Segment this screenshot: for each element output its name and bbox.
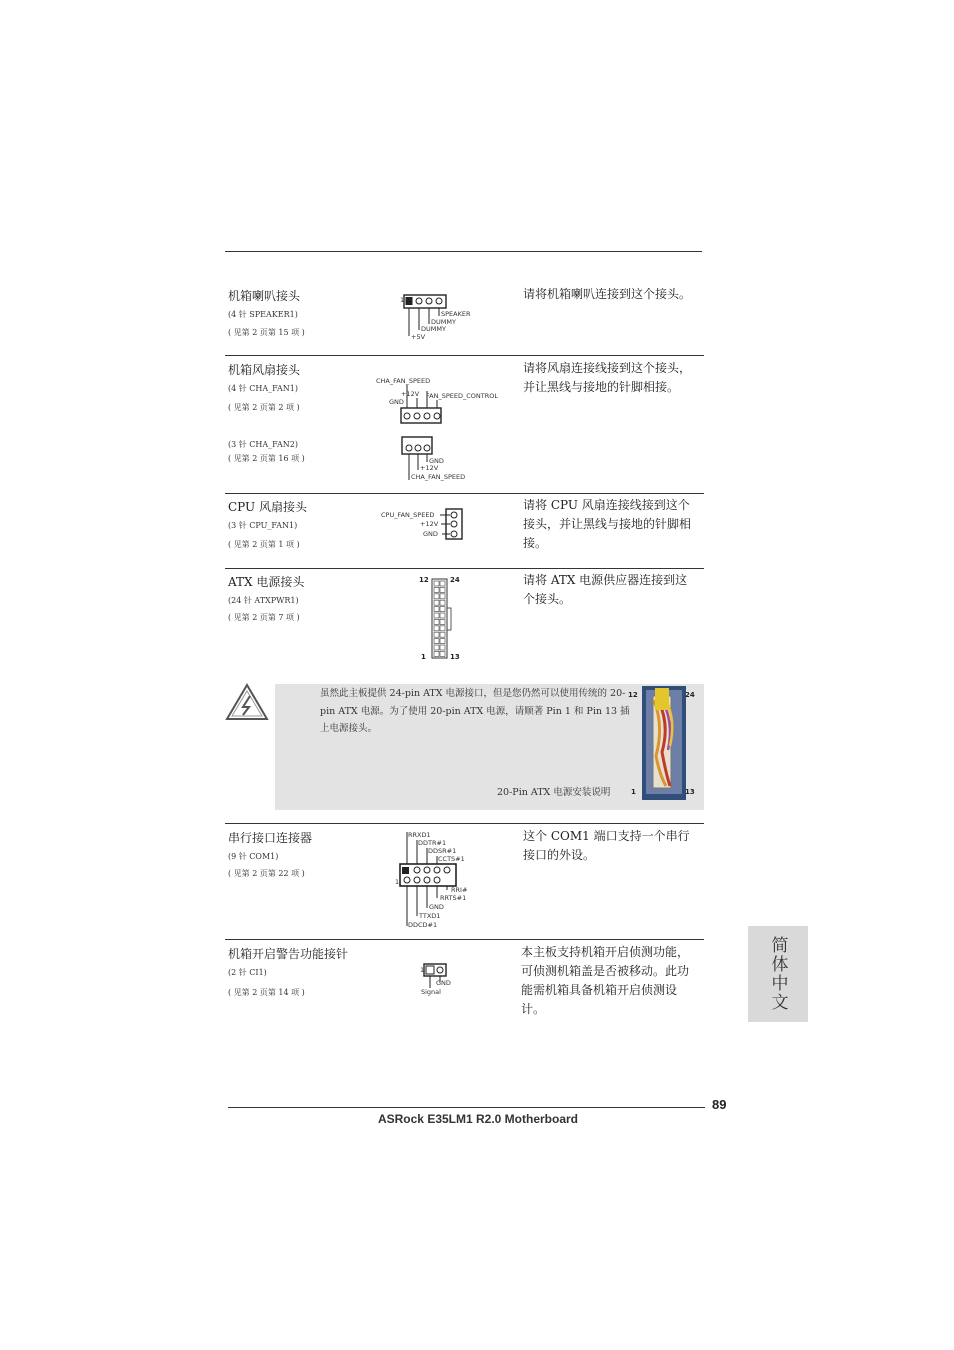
serial-title: 串行接口连接器 bbox=[228, 831, 313, 845]
serial-ref: ( 见第 2 页第 22 项 ) bbox=[228, 869, 305, 878]
page-number: 89 bbox=[712, 1097, 727, 1112]
cpu-fan-diagram bbox=[378, 505, 470, 543]
header-rule bbox=[225, 251, 702, 252]
cpu-fan-label-gnd: GND bbox=[423, 530, 438, 538]
cpu-fan-ref: ( 见第 2 页第 1 项 ) bbox=[228, 540, 300, 549]
atx-pin-cell bbox=[434, 581, 439, 586]
ci-label-gnd: GND bbox=[436, 979, 451, 987]
speaker-header-diagram bbox=[398, 290, 478, 342]
serial-desc: 这个 COM1 端口支持一个串行接口的外设。 bbox=[523, 829, 690, 862]
rule-4 bbox=[225, 823, 704, 824]
com-label-rri: RRI# bbox=[451, 886, 468, 894]
warning-icon bbox=[224, 682, 270, 722]
footer-brand: ASRock E35LM1 R2.0 Motherboard bbox=[377, 1112, 579, 1126]
cpu-fan-title: CPU 风扇接头 bbox=[228, 500, 307, 514]
atx-pin-cell bbox=[434, 619, 439, 624]
svg-text:1: 1 bbox=[400, 296, 405, 304]
atx-pin-cell bbox=[440, 607, 445, 612]
ci-label-signal: Signal bbox=[421, 988, 441, 996]
chassis-fan-spec: (4 针 CHA_FAN1) bbox=[228, 384, 299, 393]
atx-pin-cell bbox=[434, 632, 439, 637]
note-pin-1: 1 bbox=[631, 788, 636, 796]
atx-pin-cell bbox=[440, 587, 445, 592]
speaker-title: 机箱喇叭接头 bbox=[228, 289, 301, 303]
atx-power-spec: (24 针 ATXPWR1) bbox=[228, 596, 299, 605]
com-label-ddsr1: DDSR#1 bbox=[428, 847, 457, 855]
atx-pin-cell bbox=[434, 587, 439, 592]
cha-fan2-label-12v: +12V bbox=[420, 464, 439, 472]
speaker-label-dummy1: DUMMY bbox=[431, 318, 456, 326]
chassis-intrusion-spec: (2 针 CI1) bbox=[228, 968, 267, 977]
chassis-intrusion-title: 机箱开启警告功能接针 bbox=[228, 947, 349, 961]
speaker-ref: ( 见第 2 页第 15 项 ) bbox=[228, 328, 305, 337]
com-label-ttxd1: TTXD1 bbox=[419, 912, 441, 920]
atx-pin-cell bbox=[440, 581, 445, 586]
svg-text:1: 1 bbox=[420, 966, 425, 974]
chassis-fan-ref: ( 见第 2 页第 2 项 ) bbox=[228, 403, 300, 412]
speaker-label-dummy2: DUMMY bbox=[421, 325, 446, 333]
atx-pin-24: 24 bbox=[450, 576, 460, 584]
atx-pin-cell bbox=[434, 645, 439, 650]
note-caption: 20-Pin ATX 电源安装说明 bbox=[497, 787, 611, 798]
cpu-fan-label-speed: CPU_FAN_SPEED bbox=[381, 511, 435, 519]
atx-pin-cell bbox=[440, 626, 445, 631]
com-label-rrxd1: RRXD1 bbox=[408, 831, 431, 839]
serial-header-diagram bbox=[393, 826, 483, 932]
rule-1 bbox=[225, 355, 704, 356]
com-label-ccts1: CCTS#1 bbox=[438, 855, 465, 863]
atx-power-title: ATX 电源接头 bbox=[228, 575, 305, 589]
atx-pin-cell bbox=[440, 651, 445, 656]
note-pin-13: 13 bbox=[685, 788, 695, 796]
atx-power-diagram bbox=[414, 574, 466, 664]
com-label-ddtr1: DDTR#1 bbox=[418, 839, 447, 847]
atx-pin-cell bbox=[440, 619, 445, 624]
rule-3 bbox=[225, 568, 704, 569]
atx-pin-cell bbox=[434, 600, 439, 605]
speaker-desc: 请将机箱喇叭连接到这个接头。 bbox=[523, 287, 692, 301]
atx-pin-12: 12 bbox=[419, 576, 429, 584]
atx-pin-cell bbox=[440, 639, 445, 644]
note-text: 虽然此主板提供 24-pin ATX 电源接口，但是您仍然可以使用传统的 20-pin ATX 电源。为了使用 20-pin ATX 电源，请顺著 Pin 1 和 Pin 13 插上电源接头。 bbox=[320, 688, 630, 734]
chassis-fan-title: 机箱风扇接头 bbox=[228, 363, 301, 377]
speaker-spec: (4 针 SPEAKER1) bbox=[228, 310, 298, 319]
atx-20pin-photo bbox=[626, 686, 700, 802]
atx-pin-cell bbox=[434, 594, 439, 599]
serial-spec: (9 针 COM1) bbox=[228, 852, 279, 861]
atx-pin-cell bbox=[440, 645, 445, 650]
language-tab-label: 简体中文 bbox=[767, 936, 788, 1012]
cpu-fan-desc: 请将 CPU 风扇连接线接到这个接头，并让黑线与接地的针脚相接。 bbox=[523, 498, 692, 550]
chassis-fan-desc: 请将风扇连接线接到这个接头，并让黑线与接地的针脚相接。 bbox=[523, 361, 692, 394]
atx-pin-1: 1 bbox=[421, 653, 426, 661]
cha-fan1-label-speed: CHA_FAN_SPEED bbox=[376, 377, 431, 385]
note-pin-24: 24 bbox=[685, 691, 695, 699]
cha-fan1-label-gnd: GND bbox=[389, 398, 404, 406]
atx-pin-cell bbox=[434, 651, 439, 656]
chassis-intrusion-desc: 本主板支持机箱开启侦测功能，可侦测机箱盖是否被移动。此功能需机箱具备机箱开启侦测设计。 bbox=[521, 945, 690, 1016]
atx-pin-cell bbox=[434, 626, 439, 631]
speaker-label-speaker: SPEAKER bbox=[441, 310, 471, 318]
chassis-fan2-spec: (3 针 CHA_FAN2) bbox=[228, 440, 299, 449]
svg-text:1: 1 bbox=[395, 878, 400, 886]
com-label-ddcd1: DDCD#1 bbox=[408, 921, 438, 929]
atx-pin-cell bbox=[434, 613, 439, 618]
chassis-intrusion-ref: ( 见第 2 页第 14 项 ) bbox=[228, 988, 305, 997]
speaker-label-5v: +5V bbox=[411, 333, 426, 341]
note-pin-12: 12 bbox=[628, 691, 638, 699]
cha-fan2-label-gnd: GND bbox=[429, 457, 444, 465]
cpu-fan-label-12v: +12V bbox=[420, 520, 439, 528]
atx-pin-cell bbox=[440, 594, 445, 599]
cha-fan2-label-speed: CHA_FAN_SPEED bbox=[411, 473, 466, 481]
atx-pin-cell bbox=[440, 613, 445, 618]
com-label-gnd: GND bbox=[429, 903, 444, 911]
chassis-fan2-ref: ( 见第 2 页第 16 项 ) bbox=[228, 454, 305, 463]
cha-fan1-label-control: FAN_SPEED_CONTROL bbox=[426, 392, 498, 400]
footer-rule bbox=[228, 1107, 705, 1108]
atx-pin-13: 13 bbox=[450, 653, 460, 661]
chassis-intrusion-diagram bbox=[418, 960, 468, 1000]
rule-2 bbox=[225, 493, 704, 494]
cpu-fan-spec: (3 针 CPU_FAN1) bbox=[228, 521, 298, 530]
chassis-fan1-diagram bbox=[374, 374, 510, 426]
atx-pin-cell bbox=[434, 639, 439, 644]
rule-5 bbox=[225, 939, 704, 940]
atx-power-ref: ( 见第 2 页第 7 项 ) bbox=[228, 613, 300, 622]
atx-pin-cell bbox=[434, 607, 439, 612]
com-label-rrts1: RRTS#1 bbox=[440, 894, 467, 902]
chassis-fan2-diagram bbox=[398, 432, 478, 484]
language-tab bbox=[748, 926, 808, 1022]
atx-power-desc: 请将 ATX 电源供应器连接到这个接头。 bbox=[523, 573, 688, 606]
cha-fan1-label-12v: +12V bbox=[401, 390, 420, 398]
atx-pin-cell bbox=[440, 632, 445, 637]
atx-pin-cell bbox=[440, 600, 445, 605]
